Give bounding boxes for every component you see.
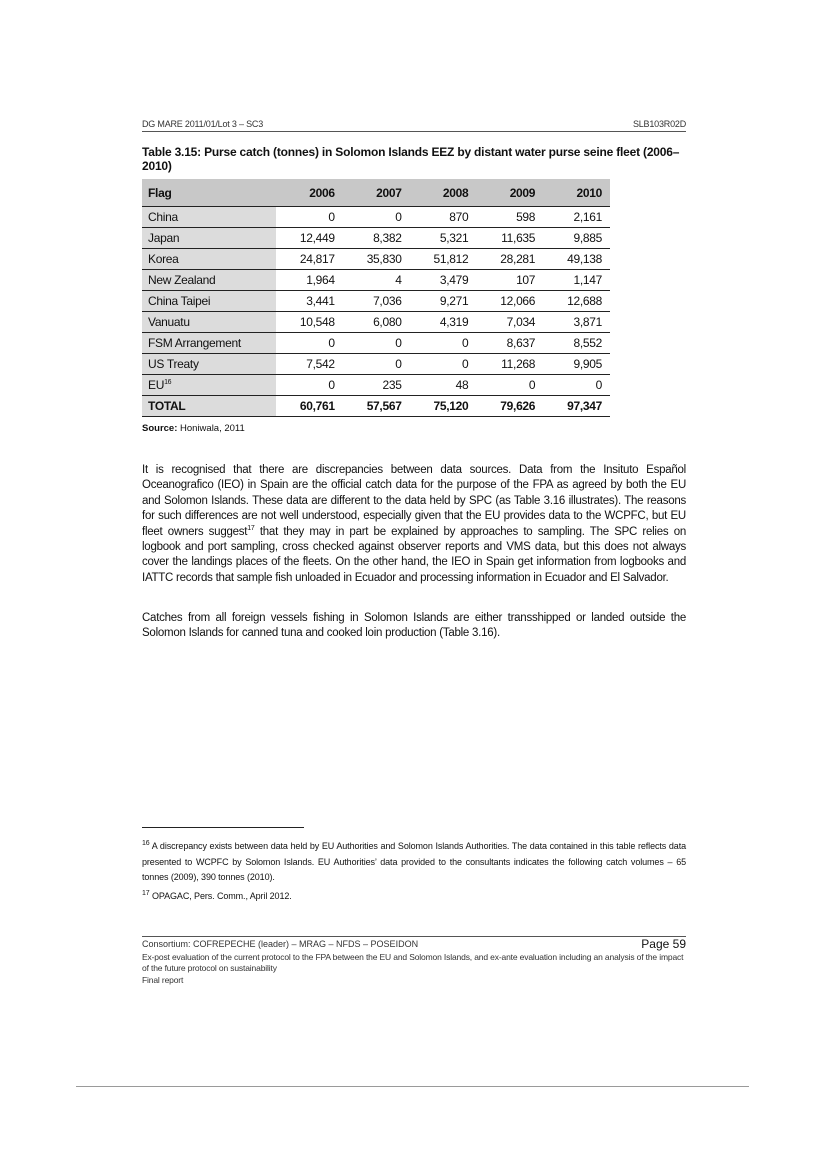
header-rule [142, 131, 686, 132]
value-cell: 0 [476, 375, 543, 396]
flag-cell: Korea [142, 249, 276, 270]
value-cell: 7,034 [476, 312, 543, 333]
footnote-number: 16 [142, 840, 150, 847]
footnote-separator [142, 827, 304, 828]
table-total-row [142, 396, 610, 417]
value-cell: 11,268 [476, 354, 543, 375]
column-header: 2006 [276, 179, 343, 207]
table-row [142, 333, 610, 354]
value-cell: 7,036 [343, 291, 410, 312]
value-cell: 0 [410, 333, 477, 354]
running-header-right: SLB103R02D [632, 119, 686, 129]
value-cell: 12,066 [476, 291, 543, 312]
total-label: TOTAL [142, 396, 276, 417]
table-row [142, 291, 610, 312]
value-cell: 1,147 [543, 270, 610, 291]
value-cell: 5,321 [410, 228, 477, 249]
value-cell: 6,080 [343, 312, 410, 333]
table-caption: Table 3.15: Purse catch (tonnes) in Solomon Islands EEZ by distant water purse seine fleet (2006–2010) [142, 145, 680, 173]
paragraph-text: It is recognised that there are discrepancies between data sources. Data from the Insituto Español Oceanografico (IEO) in Spain are the official catch data for the purpose of the FPA as agreed by both the EU and Solomon Islands. These data are different to the data held by SPC (as Table 3.16 illustrates). The reasons for such differences are not well understood, especially given that the EU provides data to the WCPFC, but EU fleet owners suggest [142, 464, 686, 538]
value-cell: 1,964 [276, 270, 343, 291]
footnote-17 [142, 889, 686, 905]
page-bottom-rule [76, 1086, 749, 1087]
value-cell: 10,548 [276, 312, 343, 333]
table-row [142, 270, 610, 291]
table-header-row [142, 179, 610, 207]
body-paragraph-1 [142, 463, 686, 586]
value-cell: 0 [343, 207, 410, 228]
table-row [142, 249, 610, 270]
footer-description: Ex-post evaluation of the current protocol to the FPA between the EU and Solomon Islands, and ex-ante evaluation including an analysis of the impact of the future protocol on sustainability [142, 952, 684, 973]
column-header: 2007 [343, 179, 410, 207]
flag-cell: China Taipei [142, 291, 276, 312]
value-cell: 8,382 [343, 228, 410, 249]
total-cell: 79,626 [476, 396, 543, 417]
flag-cell: Japan [142, 228, 276, 249]
column-header: Flag [142, 179, 276, 207]
value-cell: 0 [410, 354, 477, 375]
value-cell: 4 [343, 270, 410, 291]
value-cell: 107 [476, 270, 543, 291]
footnote-text: OPAGAC, Pers. Comm., April 2012. [149, 891, 292, 901]
value-cell: 12,688 [543, 291, 610, 312]
total-cell: 97,347 [543, 396, 610, 417]
value-cell: 3,441 [276, 291, 343, 312]
value-cell: 28,281 [476, 249, 543, 270]
total-cell: 60,761 [276, 396, 343, 417]
flag-cell: FSM Arrangement [142, 333, 276, 354]
flag-cell: Vanuatu [142, 312, 276, 333]
footnote-16 [142, 839, 686, 886]
value-cell: 235 [343, 375, 410, 396]
value-cell: 48 [410, 375, 477, 396]
footer-consortium: Consortium: COFREPECHE (leader) – MRAG – NFDS – POSEIDON [142, 939, 419, 949]
value-cell: 0 [276, 375, 343, 396]
paragraph-text: that they may in part be explained by approaches to sampling. The SPC relies on logbook and port sampling, cross checked against observer reports and VMS data, but this does not always cover the landings places of the fleets. On the other hand, the IEO in Spain get information from logbooks and IATTC records that sample fish unloaded in Ecuador and processing information in Ecuador and El Salvador. [142, 525, 686, 584]
value-cell: 2,161 [543, 207, 610, 228]
running-header-left: DG MARE 2011/01/Lot 3 – SC3 [142, 119, 263, 129]
value-cell: 49,138 [543, 249, 610, 270]
flag-cell: New Zealand [142, 270, 276, 291]
value-cell: 598 [476, 207, 543, 228]
column-header: 2008 [410, 179, 477, 207]
flag-cell: China [142, 207, 276, 228]
value-cell: 9,271 [410, 291, 477, 312]
value-cell: 9,885 [543, 228, 610, 249]
footnote-ref: 16 [164, 379, 172, 386]
value-cell: 0 [276, 333, 343, 354]
value-cell: 24,817 [276, 249, 343, 270]
value-cell: 4,319 [410, 312, 477, 333]
table-row [142, 207, 610, 228]
column-header: 2009 [476, 179, 543, 207]
source-label: Source: [142, 423, 178, 434]
value-cell: 0 [276, 207, 343, 228]
value-cell: 8,552 [543, 333, 610, 354]
value-cell: 0 [343, 333, 410, 354]
value-cell: 3,479 [410, 270, 477, 291]
value-cell: 3,871 [543, 312, 610, 333]
table-row [142, 228, 610, 249]
flag-cell: US Treaty [142, 354, 276, 375]
source-text: Honiwala, 2011 [177, 423, 245, 434]
value-cell: 9,905 [543, 354, 610, 375]
page-number: Page 59 [641, 937, 686, 951]
table-row [142, 312, 610, 333]
flag-label: EU [148, 378, 165, 392]
value-cell: 51,812 [410, 249, 477, 270]
value-cell: 0 [543, 375, 610, 396]
value-cell: 0 [343, 354, 410, 375]
total-cell: 75,120 [410, 396, 477, 417]
column-header: 2010 [543, 179, 610, 207]
value-cell: 11,635 [476, 228, 543, 249]
value-cell: 870 [410, 207, 477, 228]
body-paragraph-2: Catches from all foreign vessels fishing in Solomon Islands are either transshipped or landed outside the Solomon Islands for canned tuna and cooked loin production (Table 3.16). [142, 612, 686, 640]
catch-table [142, 179, 610, 417]
table-row [142, 354, 610, 375]
footnote-text: A discrepancy exists between data held by EU Authorities and Solomon Islands Authorities. The data contained in this table reflects data presented to WCPFC by Solomon Islands. EU Authorities’ data provided to the consultants indicates the following catch volumes – 65 tonnes (2009), 390 tonnes (2010). [142, 841, 686, 882]
footnote-ref: 17 [247, 524, 255, 532]
table-source [142, 423, 245, 434]
table-row [142, 375, 610, 396]
value-cell: 12,449 [276, 228, 343, 249]
value-cell: 35,830 [343, 249, 410, 270]
footnote-number: 17 [142, 890, 150, 897]
value-cell: 8,637 [476, 333, 543, 354]
flag-cell [142, 375, 276, 396]
value-cell: 7,542 [276, 354, 343, 375]
footer-report-type: Final report [142, 975, 184, 985]
total-cell: 57,567 [343, 396, 410, 417]
